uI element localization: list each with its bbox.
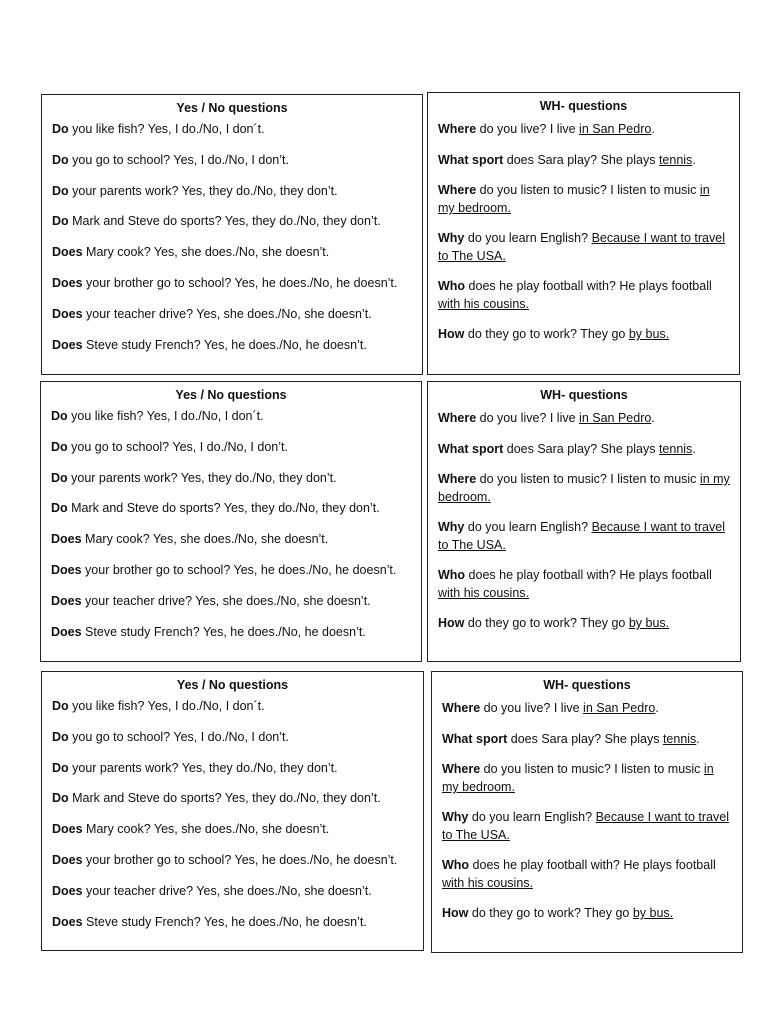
yn-line: Does your brother go to school? Yes, he does./No, he doesn’t. (52, 275, 398, 290)
wh-item: How do they go to work? They go by bus. (438, 616, 670, 630)
wh-item: Where do you live? I live in San Pedro. (438, 411, 655, 425)
yn-line: Do you like fish? Yes, I do./No, I don´t. (52, 122, 265, 136)
yn-line: Does Mary cook? Yes, she does./No, she doesn’t. (52, 822, 330, 837)
wh-title: WH- questions (539, 99, 628, 113)
wh-item: How do they go to work? They go by bus. (442, 906, 674, 920)
yn-line: Does Steve study French? Yes, he does./No, he doesn’t. (52, 337, 367, 352)
yn-line: Do your parents work? Yes, they do./No, they don’t. (51, 470, 337, 485)
wh-item: Who does he play football with? He plays football with his cousins. (438, 279, 712, 311)
yes-no-title: Yes / No questions (176, 678, 289, 692)
wh-title: WH- questions (543, 678, 631, 692)
yn-line: Does Mary cook? Yes, she does./No, she doesn’t. (51, 532, 329, 547)
yes-no-title: Yes / No questions (176, 101, 288, 115)
wh-item: What sport does Sara play? She plays tennis. (442, 731, 700, 746)
yn-line: Does your brother go to school? Yes, he does./No, he doesn’t. (52, 852, 398, 867)
yn-line: Does your teacher drive? Yes, she does./No, she doesn’t. (52, 883, 372, 898)
wh-item: Where do you live? I live in San Pedro. (442, 701, 659, 715)
wh-item: What sport does Sara play? She plays tennis. (438, 441, 696, 456)
wh-item: Why do you learn English? Because I want to travel to The USA. (438, 520, 725, 552)
wh-title: WH- questions (540, 388, 628, 402)
yes-no-card-1 (41, 94, 423, 375)
yn-line: Do you go to school? Yes, I do./No, I don’t. (52, 152, 289, 167)
yes-no-title: Yes / No questions (175, 388, 287, 402)
yn-line: Do Mark and Steve do sports? Yes, they do./No, they don’t. (51, 501, 380, 516)
wh-item: How do they go to work? They go by bus. (438, 327, 670, 341)
yes-no-card-3 (41, 671, 424, 951)
wh-item: What sport does Sara play? She plays tennis. (438, 152, 696, 167)
yn-line: Does Steve study French? Yes, he does./No, he doesn’t. (52, 914, 367, 929)
yn-line: Does your teacher drive? Yes, she does./No, she doesn’t. (52, 306, 372, 321)
yn-line: Do you go to school? Yes, I do./No, I don’t. (51, 439, 288, 454)
wh-item: Who does he play football with? He plays football with his cousins. (442, 858, 716, 890)
wh-card-3 (431, 671, 743, 953)
yn-line: Do your parents work? Yes, they do./No, they don’t. (52, 760, 338, 775)
yn-line: Does Steve study French? Yes, he does./No, he doesn’t. (51, 624, 366, 639)
wh-item: Where do you live? I live in San Pedro. (438, 122, 655, 136)
yn-line: Do your parents work? Yes, they do./No, they don’t. (52, 183, 338, 198)
yn-line: Does your teacher drive? Yes, she does./No, she doesn’t. (51, 593, 371, 608)
yn-line: Do you like fish? Yes, I do./No, I don´t. (52, 699, 265, 713)
yn-line: Does Mary cook? Yes, she does./No, she doesn’t. (52, 245, 330, 260)
yn-line: Do Mark and Steve do sports? Yes, they do./No, they don’t. (52, 214, 381, 229)
wh-item: Where do you listen to music? I listen to music in my bedroom. (438, 472, 730, 504)
wh-item: Where do you listen to music? I listen to music in my bedroom. (442, 762, 714, 794)
yn-line: Does your brother go to school? Yes, he does./No, he doesn’t. (51, 562, 397, 577)
wh-item: Where do you listen to music? I listen to music in my bedroom. (438, 183, 710, 215)
wh-card-2 (427, 381, 741, 662)
wh-item: Who does he play football with? He plays football with his cousins. (438, 568, 712, 600)
wh-card-1 (427, 92, 740, 375)
wh-item: Why do you learn English? Because I want to travel to The USA. (438, 231, 725, 263)
yn-line: Do Mark and Steve do sports? Yes, they do./No, they don’t. (52, 791, 381, 806)
yn-line: Do you go to school? Yes, I do./No, I don’t. (52, 729, 289, 744)
yn-line: Do you like fish? Yes, I do./No, I don´t. (51, 409, 264, 423)
yes-no-card-2 (40, 381, 422, 662)
wh-item: Why do you learn English? Because I want to travel to The USA. (442, 810, 729, 842)
